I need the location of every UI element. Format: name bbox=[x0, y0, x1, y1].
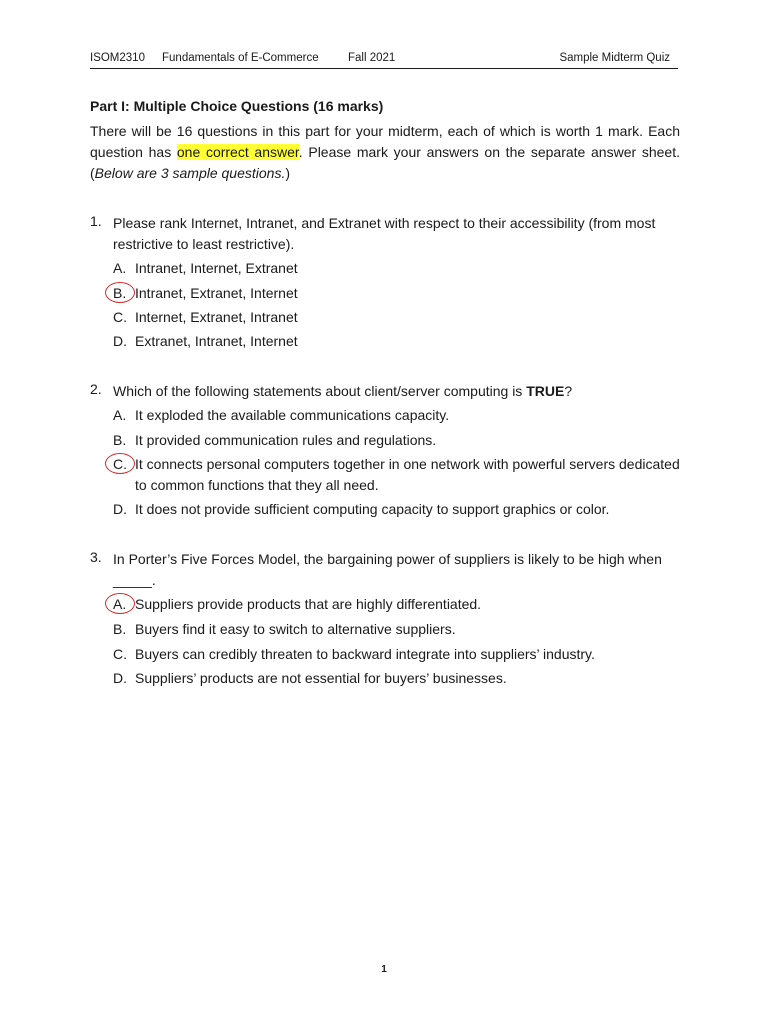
question-number: 2. bbox=[90, 381, 102, 397]
question-text-part: ? bbox=[564, 383, 573, 399]
option-text: It provided communication rules and regulations. bbox=[135, 432, 437, 448]
option-letter: D. bbox=[113, 670, 127, 686]
option-text: Suppliers’ products are not essential for buyers’ businesses. bbox=[135, 670, 507, 686]
section-title: Part I: Multiple Choice Questions (16 marks) bbox=[90, 98, 384, 114]
option-letter: A. bbox=[113, 596, 127, 612]
option-text: Buyers can credibly threaten to backward integrate into suppliers’ industry. bbox=[135, 646, 595, 662]
question-text bbox=[113, 381, 679, 402]
option-text: Internet, Extranet, Intranet bbox=[135, 309, 298, 325]
option-text: It does not provide sufficient computing capacity to support graphics or color. bbox=[135, 501, 610, 517]
document-title: Sample Midterm Quiz bbox=[559, 52, 670, 64]
section-intro bbox=[90, 121, 680, 184]
question-text-part: Which of the following statements about client/server computing is bbox=[113, 383, 527, 399]
option-text: Suppliers provide products that are highly differentiated. bbox=[135, 596, 482, 612]
question-emphasis: TRUE bbox=[526, 383, 565, 399]
intro-italic-text: Below are 3 sample questions. bbox=[94, 165, 286, 181]
option-letter: A. bbox=[113, 260, 127, 276]
option-text: Extranet, Intranet, Internet bbox=[135, 333, 298, 349]
course-title: Fundamentals of E-Commerce bbox=[162, 52, 319, 64]
option-letter: B. bbox=[113, 621, 127, 637]
term: Fall 2021 bbox=[348, 52, 396, 64]
option-letter: D. bbox=[113, 333, 127, 349]
option-letter: C. bbox=[113, 646, 127, 662]
question-text: Please rank Internet, Intranet, and Extranet with respect to their accessibility (from most restrictive to least restrictive). bbox=[113, 215, 656, 252]
option-text: Buyers find it easy to switch to alternative suppliers. bbox=[135, 621, 456, 637]
option-letter: D. bbox=[113, 501, 127, 517]
page-number: 1 bbox=[381, 964, 387, 975]
option-letter: B. bbox=[113, 285, 127, 301]
option-text: Intranet, Internet, Extranet bbox=[135, 260, 298, 276]
intro-text: ) bbox=[285, 165, 291, 181]
option-letter: C. bbox=[113, 309, 127, 325]
option-letter: B. bbox=[113, 432, 127, 448]
question-number: 1. bbox=[90, 213, 102, 229]
intro-text: . Please mark your answers on the separate answer sheet. ( bbox=[90, 144, 680, 181]
option-text: It exploded the available communications capacity. bbox=[135, 407, 450, 423]
course-code: ISOM2310 bbox=[90, 52, 145, 64]
option-letter: C. bbox=[113, 456, 127, 472]
option-text: It connects personal computers together in one network with powerful servers dedicated to common functions that they all need. bbox=[135, 456, 680, 493]
question-number: 3. bbox=[90, 549, 102, 565]
page-header bbox=[90, 50, 678, 69]
question-text: In Porter’s Five Forces Model, the bargaining power of suppliers is likely to be high when _____. bbox=[113, 551, 662, 588]
intro-text: There will be 16 questions in this part for your midterm, each of which is worth 1 mark. Each question has bbox=[90, 123, 680, 160]
option-text: Intranet, Extranet, Internet bbox=[135, 285, 298, 301]
highlighted-text: one correct answer bbox=[176, 144, 299, 160]
option-letter: A. bbox=[113, 407, 127, 423]
